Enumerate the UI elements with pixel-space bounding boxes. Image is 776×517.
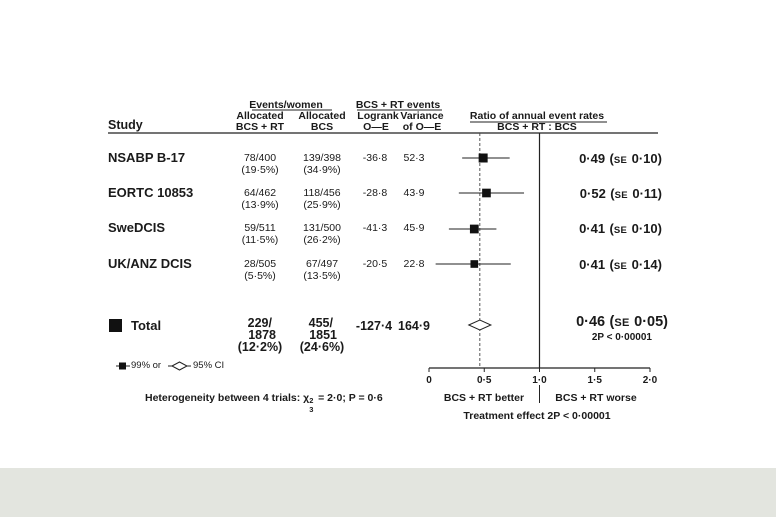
row-bcsrt-events: 59/511 [244, 222, 276, 234]
heterogeneity-text: Heterogeneity between 4 trials: χ 2 3 = 2·0; P = 0·6 [145, 392, 383, 414]
row-logrank: -36·8 [362, 152, 388, 164]
total-bcsrt-c: (12·2%) [237, 340, 283, 354]
row-bcsrt-percent: (13·9%) [241, 199, 279, 211]
row-study-name: EORTC 10853 [108, 185, 194, 200]
axis-better-label: BCS + RT better [443, 392, 525, 404]
x-axis-tick-label: 1·0 [532, 375, 547, 386]
events-group-heading: BCS + RT events [355, 99, 441, 111]
total-bcs-a: 455/ [308, 316, 333, 330]
total-p-value: 2P < 0·00001 [591, 332, 652, 343]
row-study-name: SweDCIS [108, 220, 166, 235]
row-estimate: 0·52 (SE 0·11) [579, 186, 662, 201]
row-bcs-events: 118/456 [303, 187, 341, 199]
total-bcs-c: (24·6%) [299, 340, 345, 354]
row-bcsrt-events: 78/400 [243, 152, 277, 164]
logrank-heading-1: Logrank [357, 110, 399, 122]
row-variance: 43·9 [403, 187, 425, 199]
total-logrank: -127·4 [355, 319, 393, 333]
row-estimate: 0·41 (SE 0·14) [579, 257, 662, 272]
total-variance: 164·9 [398, 319, 430, 333]
row-bcs-percent: (34·9%) [303, 164, 341, 176]
row-bcsrt-events: 64/462 [243, 187, 277, 199]
row-bcs-percent: (13·5%) [303, 270, 341, 282]
row-bcsrt-events: 28/505 [243, 258, 277, 270]
ratio-heading-2: BCS + RT : BCS [497, 121, 577, 133]
legend-99-square-icon [119, 363, 126, 370]
row-logrank: -41·3 [362, 222, 388, 234]
axis-worse-label: BCS + RT worse [555, 392, 637, 404]
total-estimate: 0·46 (SE 0·05) [576, 314, 668, 330]
row-bcsrt-percent: (11·5%) [241, 234, 279, 246]
total-bcsrt-a: 229/ [247, 316, 272, 330]
variance-heading-2: of O—E [402, 121, 442, 133]
x-axis-tick-label: 0 [426, 375, 432, 386]
legend-95-label: 95% CI [193, 360, 225, 371]
row-estimate: 0·41 (SE 0·10) [579, 221, 662, 236]
axis-effect-label: Treatment effect 2P < 0·00001 [463, 410, 611, 422]
row-logrank: -20·5 [362, 258, 388, 270]
row-bcsrt-percent: (5·5%) [244, 270, 276, 282]
row-bcs-percent: (26·2%) [303, 234, 341, 246]
row-variance: 52·3 [403, 152, 425, 164]
events-women-heading: Events/women [249, 99, 323, 111]
estimate-square [479, 154, 488, 163]
total-label: Total [131, 318, 162, 333]
total-diamond [469, 320, 491, 330]
row-bcs-events: 131/500 [303, 222, 341, 234]
row-estimate: 0·49 (SE 0·10) [579, 151, 662, 166]
x-axis-tick-label: 1·5 [587, 375, 602, 386]
alloc-bcsrt-heading-1: Allocated [236, 110, 284, 122]
alloc-bcsrt-heading-2: BCS + RT [235, 121, 285, 133]
estimate-square [470, 225, 479, 234]
alloc-bcs-heading-1: Allocated [298, 110, 346, 122]
estimate-square [482, 189, 491, 198]
row-variance: 45·9 [403, 222, 425, 234]
study-heading: Study [108, 118, 143, 132]
row-bcs-events: 139/398 [303, 152, 341, 164]
row-bcs-events: 67/497 [305, 258, 339, 270]
total-bcsrt-b: 1878 [248, 328, 276, 342]
row-logrank: -28·8 [362, 187, 388, 199]
ratio-heading-1: Ratio of annual event rates [469, 110, 605, 122]
variance-heading-1: Variance [400, 110, 444, 122]
estimate-square [470, 260, 478, 268]
row-bcs-percent: (25·9%) [303, 199, 341, 211]
row-bcsrt-percent: (19·5%) [241, 164, 279, 176]
legend-99-label: 99% or [131, 360, 162, 371]
row-variance: 22·8 [403, 258, 425, 270]
legend-95-diamond-icon [172, 362, 187, 370]
x-axis-tick-label: 2·0 [642, 375, 658, 386]
logrank-heading-2: O—E [363, 121, 389, 133]
row-study-name: UK/ANZ DCIS [108, 256, 192, 271]
row-study-name: NSABP B-17 [108, 150, 186, 165]
x-axis-tick-label: 0·5 [477, 375, 492, 386]
alloc-bcs-heading-2: BCS [310, 121, 334, 133]
total-bcs-b: 1851 [309, 328, 337, 342]
